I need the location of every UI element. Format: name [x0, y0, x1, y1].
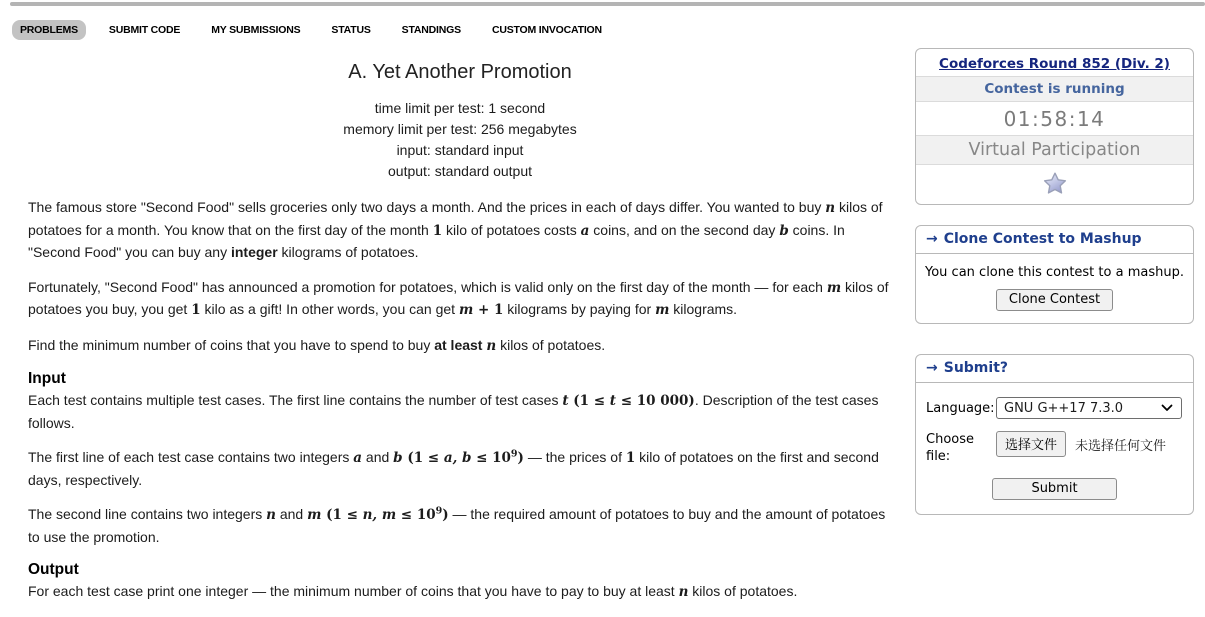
statement-paragraph: Find the minimum number of coins that you have to spend to buy at least n kilos of potatoes.	[28, 336, 606, 354]
tab-my-submissions[interactable]: MY SUBMISSIONS	[211, 24, 301, 36]
clone-contest-button[interactable]: Clone Contest	[996, 289, 1113, 311]
language-selected-value: GNU G++17 7.3.0	[1004, 400, 1124, 416]
chevron-down-icon	[1161, 404, 1173, 412]
tab-standings[interactable]: STANDINGS	[401, 24, 461, 36]
time-limit: time limit per test: 1 second	[374, 100, 546, 116]
tab-problems[interactable]: PROBLEMS	[12, 20, 86, 40]
tab-custom-invocation[interactable]: CUSTOM INVOCATION	[491, 24, 602, 36]
language-select[interactable]	[996, 397, 1182, 419]
statement-paragraph: Fortunately, "Second Food" has announced a promotion for potatoes, which is valid only on the first day of the month — for each m kilos of potatoes you buy, you get 1 kilo as a gift! In other words, you can get m + 1 kilograms by paying for m kilograms.	[28, 278, 889, 318]
choose-file-button[interactable]: 选择文件	[996, 431, 1066, 457]
submit-button[interactable]: Submit	[992, 478, 1116, 500]
input-spec: input: standard input	[396, 142, 524, 158]
clone-box-header	[916, 226, 1193, 254]
output-section-heading: Output	[28, 561, 79, 578]
star-icon[interactable]	[1042, 171, 1068, 195]
output-spec: output: standard output	[388, 163, 532, 179]
input-paragraph: The second line contains two integers n and m (1 ≤ n, $m \le 10^9$) — the required amount of potatoes to buy and the amount of potatoes to use the promotion.	[28, 505, 886, 545]
file-status-text: 未选择任何文件	[1075, 438, 1167, 454]
submit-box-header	[916, 355, 1193, 383]
input-paragraph: The first line of each test case contains two integers a and b (1 ≤ a, $b \le 10^9$) — the prices of 1 kilo of potatoes on the first and second days, respectively.	[28, 448, 879, 488]
contest-box	[915, 48, 1194, 205]
clone-description: You can clone this contest to a mashup.	[925, 265, 1184, 280]
input-section-heading: Input	[28, 370, 66, 387]
language-label: Language:	[926, 400, 995, 416]
sidebar	[915, 48, 1194, 515]
choose-file-label: Choose file:	[926, 432, 974, 464]
output-paragraph: For each test case print one integer — the minimum number of coins that you have to pay to buy at least n kilos of potatoes.	[28, 583, 798, 600]
contest-title-row	[916, 49, 1193, 76]
contest-menu	[12, 20, 610, 40]
tab-status[interactable]: STATUS	[331, 24, 371, 36]
top-divider	[10, 2, 1205, 6]
arrow-right-icon: →	[926, 231, 938, 247]
submit-box-title: Submit?	[943, 360, 1009, 376]
tab-submit-code[interactable]: SUBMIT CODE	[108, 24, 181, 36]
favorite-row	[916, 164, 1193, 204]
problem-limits	[28, 98, 892, 182]
problem-statement	[28, 60, 892, 617]
contest-state: Contest is running	[916, 76, 1193, 101]
clone-box-title: Clone Contest to Mashup	[943, 231, 1142, 247]
input-paragraph: Each test contains multiple test cases. The first line contains the number of test cases t (1 ≤ t ≤ 10 000). Description of the test cases follows.	[28, 392, 879, 431]
contest-link[interactable]: Codeforces Round 852 (Div. 2)	[939, 56, 1170, 72]
contest-timer: 01:58:14	[916, 101, 1193, 135]
arrow-right-icon: →	[926, 360, 938, 376]
clone-contest-box	[915, 225, 1194, 324]
submit-box	[915, 354, 1194, 515]
problem-title: A. Yet Another Promotion	[348, 61, 572, 83]
participation-mode: Virtual Participation	[916, 135, 1193, 164]
statement-paragraph: The famous store "Second Food" sells groceries only two days a month. And the prices in each of days differ. You wanted to buy n kilos of potatoes for a month. You know that on the first day of the month 1 kilo of potatoes costs a coins, and on the second day b coins. In "Second Food" you can buy any integer kilograms of potatoes.	[28, 199, 883, 260]
memory-limit: memory limit per test: 256 megabytes	[343, 121, 577, 137]
